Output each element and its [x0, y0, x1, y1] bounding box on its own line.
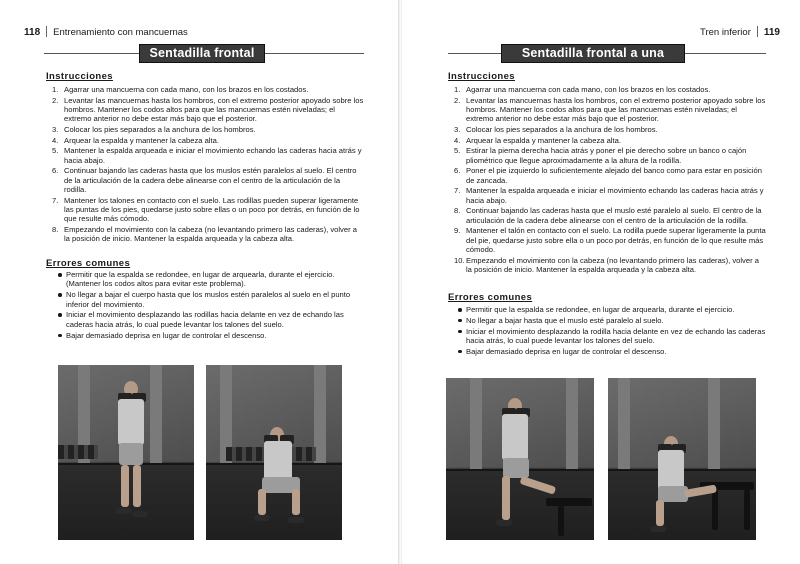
photo-single-leg-squat — [608, 378, 756, 540]
step-text: Continuar bajando las caderas hasta que los muslos estén paralelos al suelo. El centro de la articulación de la cadera debe alinearse con el centro de la articulación de la rodilla. — [64, 166, 357, 194]
step-number: 6. — [52, 166, 59, 176]
error-item: Iniciar el movimiento desplazando la rodilla hacia delante en vez de echando las caderas hacia atrás, lo cual puede levantar los talones del suelo. — [456, 327, 766, 346]
instruction-step — [454, 85, 766, 94]
step-text: Mantener la espalda arqueada e iniciar el movimiento echando las caderas hacia atrás y hacia abajo. — [466, 186, 764, 205]
page-number: 118 — [24, 27, 41, 38]
right-running-head — [700, 26, 780, 38]
step-number: 9. — [454, 226, 461, 236]
error-item: Bajar demasiado deprisa en lugar de controlar el descenso. — [56, 331, 364, 340]
exercise-title: Sentadilla frontal a una pierna — [502, 45, 684, 62]
step-number: 5. — [454, 146, 461, 156]
photo-squat-position — [206, 365, 342, 540]
step-number: 7. — [454, 186, 461, 196]
instruction-step — [454, 146, 766, 165]
step-number: 3. — [52, 125, 59, 134]
instruction-step — [454, 96, 766, 124]
instruction-step — [52, 85, 364, 94]
instructions-list — [454, 85, 766, 276]
instruction-step — [52, 166, 364, 194]
step-number: 8. — [454, 206, 461, 216]
step-number: 4. — [454, 135, 461, 145]
instructions-list — [52, 85, 364, 245]
instructions-heading: Instrucciones — [46, 71, 113, 82]
photo-start-position — [58, 365, 194, 540]
instruction-step — [52, 196, 364, 224]
instruction-step — [52, 225, 364, 244]
step-number: 8. — [52, 225, 59, 234]
instruction-step — [454, 186, 766, 205]
step-number: 1. — [52, 85, 59, 94]
exercise-title: Sentadilla frontal — [140, 45, 264, 62]
errors-list — [56, 270, 364, 341]
header-divider — [757, 26, 758, 37]
step-text: Colocar los pies separados a la anchura de los hombros. — [466, 125, 658, 134]
step-text: Mantener la espalda arqueada e iniciar el movimiento echando las caderas hacia atrás y hacia abajo. — [64, 146, 362, 165]
error-item: Bajar demasiado deprisa en lugar de controlar el descenso. — [456, 347, 766, 356]
step-number: 5. — [52, 146, 59, 156]
step-number: 1. — [454, 85, 461, 94]
step-text: Estirar la pierna derecha hacia atrás y poner el pie derecho sobre un banco o cajón pliométrico que llegue aproximadamente a la altura de la rodilla. — [466, 146, 747, 165]
step-text: Continuar bajando las caderas hasta que el muslo esté paralelo al suelo. El centro de la articulación de la cadera debe alinearse con el centro de la articulación de la rodilla. — [466, 206, 762, 225]
step-text: Agarrar una mancuerna con cada mano, con los brazos en los costados. — [64, 85, 309, 94]
errors-heading: Errores comunes — [448, 292, 533, 303]
instruction-step — [52, 125, 364, 134]
instruction-step — [454, 226, 766, 254]
title-rule-left — [448, 53, 502, 54]
instruction-step — [52, 96, 364, 124]
title-rule-right — [684, 53, 766, 54]
step-text: Empezando el movimiento con la cabeza (no levantando primero las caderas), volver a la posición de inicio. Mantener la espalda arqueada y la cabeza alta. — [64, 225, 357, 244]
step-number: 6. — [454, 166, 461, 176]
step-number: 3. — [454, 125, 461, 134]
error-item: Permitir que la espalda se redondee, en lugar de arquearla, durante el ejercicio. — [456, 305, 766, 314]
title-rule-right — [264, 53, 364, 54]
error-item: No llegar a bajar hasta que el muslo esté paralelo al suelo. — [456, 316, 766, 325]
step-text: Arquear la espalda y mantener la cabeza alta. — [64, 135, 219, 145]
title-rule-left — [44, 53, 140, 54]
step-text: Levantar las mancuernas hasta los hombros, con el extremo posterior apoyado sobre los hombros. Mantener los codos altos para que las mancuernas estén niveladas; el extremo anterior no debe estar más bajo que el posterior. — [64, 95, 364, 124]
errors-heading: Errores comunes — [46, 258, 131, 269]
step-text: Empezando el movimiento con la cabeza (no levantando primero las caderas), volver a la posición de inicio. Mantener la espalda arqueada y la cabeza alta. — [466, 255, 759, 274]
step-number: 2. — [454, 95, 461, 105]
error-item: Iniciar el movimiento desplazando las rodillas hacia delante en vez de echando las caderas hacia atrás, lo cual puede levantar los talones del suelo. — [56, 310, 364, 329]
step-text: Agarrar una mancuerna con cada mano, con los brazos en los costados. — [466, 85, 711, 94]
running-title: Tren inferior — [700, 27, 751, 38]
running-title: Entrenamiento con mancuernas — [53, 27, 188, 38]
step-number: 4. — [52, 135, 59, 145]
right-page — [400, 0, 800, 564]
step-text: Mantener los talones en contacto con el suelo. Las rodillas pueden superar ligeramente las puntas de los pies, quedarse justo sobre ellas o un poco por detrás, en función de lo que resulte más cómodo. — [64, 195, 360, 224]
instruction-step — [454, 256, 766, 275]
instruction-step — [454, 166, 766, 185]
step-number: 7. — [52, 195, 59, 205]
instructions-heading: Instrucciones — [448, 71, 515, 82]
step-text: Levantar las mancuernas hasta los hombros, con el extremo posterior apoyado sobre los hombros. Mantener los codos altos para que las mancuernas estén niveladas; el extremo anterior no debe estar más bajo que el posterior. — [466, 95, 766, 124]
step-text: Colocar los pies separados a la anchura de los hombros. — [64, 125, 256, 134]
instruction-step — [52, 146, 364, 165]
instruction-step — [454, 206, 766, 225]
step-number: 2. — [52, 95, 59, 105]
errors-list — [456, 305, 766, 358]
page-number: 119 — [763, 27, 780, 38]
error-item: No llegar a bajar el cuerpo hasta que los muslos estén paralelos al suelo en el punto inferior del movimiento. — [56, 290, 364, 309]
error-item: Permitir que la espalda se redondee, en lugar de arquearla, durante el ejercicio. (Mantener los codos altos para evitar este problema). — [56, 270, 364, 289]
instruction-step — [454, 125, 766, 134]
step-text: Mantener el talón en contacto con el suelo. La rodilla puede superar ligeramente la punta del pie, quedarse justo sobre ella o un poco por detrás, en función de lo que resulte más cómodo. — [466, 226, 766, 254]
step-number: 10. — [454, 255, 465, 265]
left-running-head — [24, 26, 188, 38]
instruction-step — [454, 136, 766, 145]
step-text: Arquear la espalda y mantener la cabeza alta. — [466, 135, 621, 145]
instruction-step — [52, 136, 364, 145]
photo-single-leg-start — [446, 378, 594, 540]
step-text: Poner el pie izquierdo lo suficientemente alejado del banco como para estar en posición de zancada. — [466, 166, 762, 185]
header-divider — [46, 26, 47, 37]
